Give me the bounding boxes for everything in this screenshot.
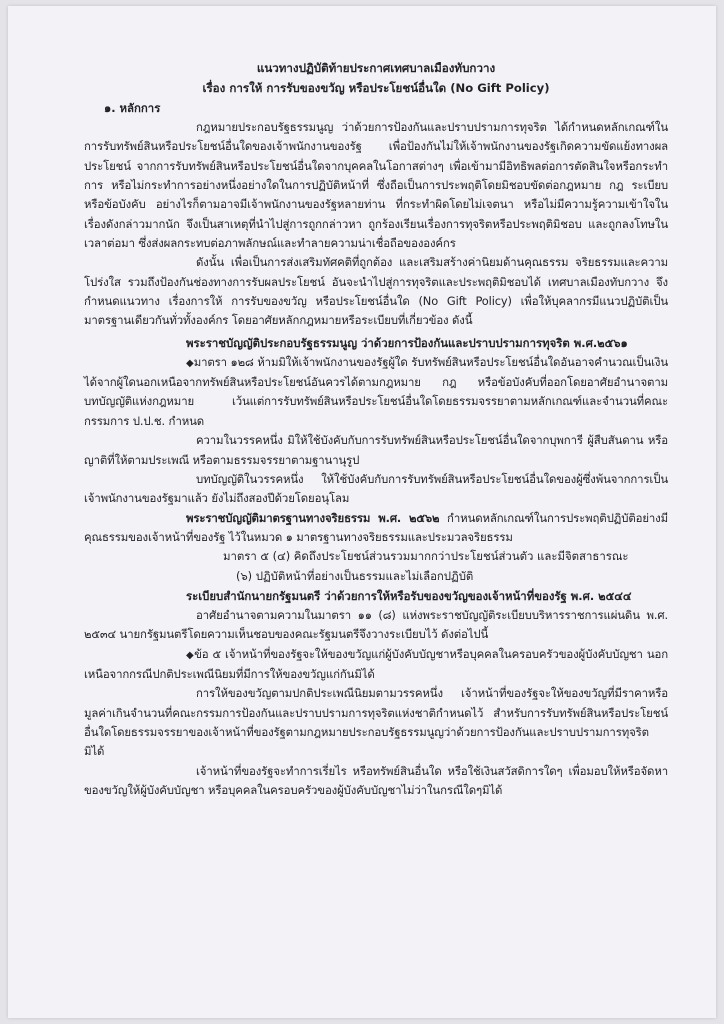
- law3-paragraph1: อาศัยอำนาจตามความในมาตรา ๑๑ (๘) แห่งพระราชบัญญัติระเบียบบริหารราชการแผ่นดิน พ.ศ. ๒๕๓๔ นายกรัฐมนตรีโดยความเห็นชอบของคณะรัฐมนตรีจึงวางระเบียบไว้ ดังต่อไปนี้: [84, 607, 668, 642]
- document-title-line1: แนวทางปฏิบัติท้ายประกาศเทศบาลเมืองทับกวาง: [256, 61, 496, 75]
- document-body: [84, 58, 668, 800]
- law2-title: พระราชบัญญัติมาตรฐานทางจริยธรรม พ.ศ. ๒๕๖๒: [186, 510, 440, 525]
- document-page: [8, 6, 716, 1018]
- law2-intro: กำหนดหลักเกณฑ์ในการประพฤติปฏิบัติอย่างมีคุณธรรมของเจ้าหน้าที่ของรัฐ ไว้ในหมวด ๑ มาตรฐานทางจริยธรรมและประมวลจริยธรรม: [84, 510, 668, 544]
- paragraph-therefore: ดังนั้น เพื่อเป็นการส่งเสริมทัศคติที่ถูกต้อง และเสริมสร้างค่านิยมด้านคุณธรรม จริยธรรมและความโปร่งใส รวมถึงป้องกันช่องทางการรับผลประโยชน์ อันจะนำไปสู่การทุจริตและประพฤติมิชอบได้ เทศบาลเมืองทับกวาง จึงกำหนดแนวทาง เรื่องการให้ การรับของขวัญ หรือประโยชน์อื่นใด (No Gift Policy) เพื่อให้บุคลากรมีแนวปฏิบัติเป็นมาตรฐานเดียวกันทั่วทั้งองค์กร โดยอาศัยหลักกฎหมายหรือระเบียบที่เกี่ยวข้อง ดังนี้: [84, 255, 668, 328]
- law1-title: พระราชบัญญัติประกอบรัฐธรรมนูญ ว่าด้วยการป้องกันและปราบปรามการทุจริต พ.ศ.๒๕๖๑: [186, 335, 628, 350]
- law3-paragraph4: เจ้าหน้าที่ของรัฐจะทำการเรี่ยไร หรือทรัพย์สินอื่นใด หรือใช้เงินสวัสดิการใดๆ เพื่อมอบให้หรือจัดหาของขวัญให้ผู้บังคับบัญชา หรือบุคคลในครอบครัวของผู้บังคับบัญชาไม่ว่าในกรณีใดๆมิได้: [84, 763, 668, 797]
- law3-clause5: [84, 645, 668, 685]
- law1-paragraph2: ความในวรรคหนึ่ง มิให้ใช้บังคับกับการรับทรัพย์สินหรือประโยชน์อื่นใดจากบุพการี ผู้สืบสันดาน หรือญาติที่ให้ตามประเพณี หรือตามธรรมจรรยาตามฐานานุรูป: [84, 433, 668, 467]
- paragraph-principle: กฎหมายประกอบรัฐธรรมนูญ ว่าด้วยการป้องกันและปราบปรามการทุจริต ได้กำหนดหลักเกณฑ์ในการรับทรัพย์สินหรือประโยชน์อื่นใดของเจ้าพนักงานของรัฐ เพื่อป้องกันไม่ให้เจ้าพนักงานของรัฐเกิดความขัดแย้งทางผลประโยชน์ จากการรับทรัพย์สินหรือประโยชน์อื่นใดจากบุคคลในโอกาสต่างๆ เพื่อเข้ามามีอิทธิพลต่อการตัดสินใจหรือกระทำการ หรือไม่กระทำการอย่างหนึ่งอย่างใดในการปฏิบัติหน้าที่ ซึ่งถือเป็นการประพฤติโดยมิชอบขัดต่อกฎหมาย กฎ ระเบียบ หรือข้อบังคับ อย่างไรก็ตามอาจมีเจ้าพนักงานของรัฐหลายท่าน ที่กระทำผิดโดยไม่เจตนา หรือไม่มีความรู้ความเข้าใจในเรื่องดังกล่าวมากนัก จึงเป็นสาเหตุที่นำไปสู่การถูกกล่าวหา ถูกร้องเรียนเรื่องการทุจริตหรือประพฤติมิชอบ และถูกลงโทษในเวลาต่อมา ซึ่งส่งผลกระทบต่อภาพลักษณ์และทำลายความน่าเชื่อถือขององค์กร: [84, 120, 668, 251]
- law1-paragraph3: บทบัญญัติในวรรคหนึ่ง ให้ใช้บังคับกับการรับทรัพย์สินหรือประโยชน์อื่นใดของผู้ซึ่งพ้นจากการเป็นเจ้าพนักงานของรัฐมาแล้ว ยังไม่ถึงสองปีด้วยโดยอนุโลม: [84, 471, 668, 506]
- law3-clause5-text: ข้อ ๕ เจ้าหน้าที่ของรัฐจะให้ของขวัญแก่ผู้บังคับบัญชาหรือบุคคลในครอบครัวของผู้บังคับบัญชา นอกเหนือจากกรณีปกติประเพณีนิยมที่มีการให้ของขวัญแก่กันมิได้: [84, 646, 669, 681]
- diamond-bullet-icon: ◆: [186, 649, 195, 661]
- law2-block: [84, 509, 668, 548]
- law2-section5-6: (๖) ปฏิบัติหน้าที่อย่างเป็นธรรมและไม่เลือกปฏิบัติ: [236, 568, 474, 583]
- section1-heading: ๑. หลักการ: [104, 101, 161, 115]
- law3-title: ระเบียบสำนักนายกรัฐมนตรี ว่าด้วยการให้หรือรับของขวัญของเจ้าหน้าที่ของรัฐ พ.ศ. ๒๕๔๔: [186, 588, 632, 603]
- document-title-line2: เรื่อง การให้ การรับของขวัญ หรือประโยชน์อื่นใด (No Gift Policy): [202, 81, 550, 95]
- law3-paragraph3: การให้ของขวัญตามปกติประเพณีนิยมตามวรรคหนึ่ง เจ้าหน้าที่ของรัฐจะให้ของขวัญที่มีราคาหรือมูลค่าเกินจำนวนที่คณะกรรมการป้องกันและปราบปรามการทุจริตแห่งชาติกำหนดไว้ สำหรับการรับทรัพย์สินหรือประโยชน์อื่นใดโดยธรรมจรรยาของเจ้าหน้าที่ของรัฐตามกฎหมายประกอบรัฐธรรมนูญว่าด้วยการป้องกันและปราบปรามการทุจริตมิได้: [84, 686, 668, 759]
- law1-section128: [84, 353, 668, 431]
- law1-section128-text: มาตรา ๑๒๘ ห้ามมิให้เจ้าพนักงานของรัฐผู้ใด รับทรัพย์สินหรือประโยชน์อื่นใดอันอาจคำนวณเป็นเงินได้จากผู้ใดนอกเหนือจากทรัพย์สินหรือประโยชน์อันควรได้ตามกฎหมาย กฎ หรือข้อบังคับที่ออกโดยอาศัยอำนาจตามบทบัญญัติแห่งกฎหมาย เว้นแต่การรับทรัพย์สินหรือประโยชน์อื่นใดโดยธรรมจรรยาตามหลักเกณฑ์และจำนวนที่คณะกรรมการ ป.ป.ช. กำหนด: [84, 354, 668, 428]
- diamond-bullet-icon: ◆: [186, 357, 194, 369]
- law2-section5-4: มาตรา ๕ (๔) คิดถึงประโยชน์ส่วนรวมมากกว่าประโยชน์ส่วนตัว และมีจิตสาธารณะ: [223, 549, 629, 564]
